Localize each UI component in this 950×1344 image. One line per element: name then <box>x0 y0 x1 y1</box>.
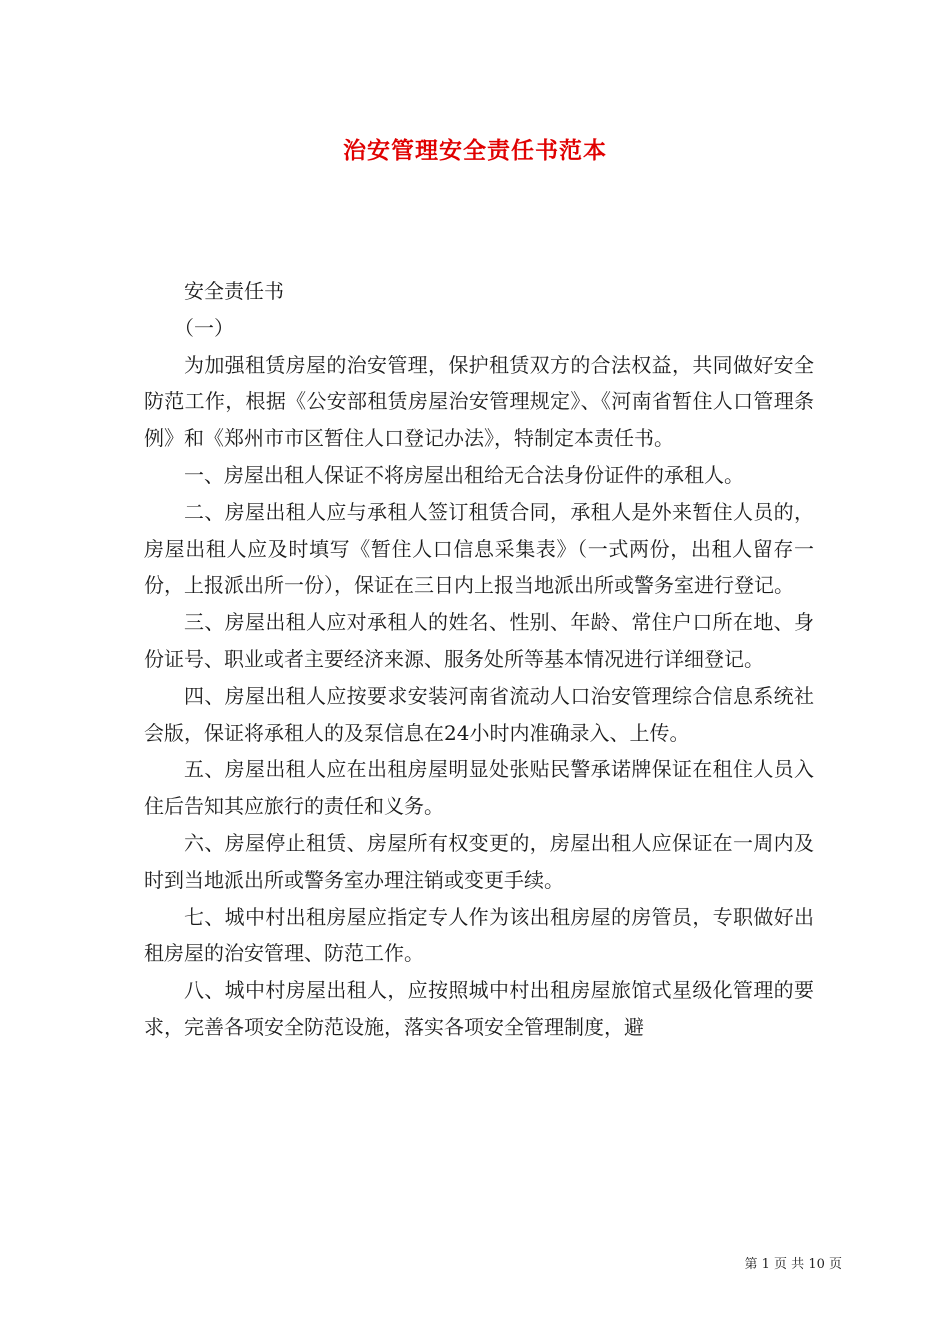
paragraph-item-2: 二、房屋出租人应与承租人签订租赁合同，承租人是外来暂住人员的，房屋出租人应及时填写《暂住人口信息采集表》（一式两份，出租人留存一份，上报派出所一份），保证在三日内上报当地派出所或警务室进行登记。 <box>144 499 814 598</box>
document-title: 治安管理安全责任书范本 <box>343 137 607 164</box>
paragraph-intro: 为加强租赁房屋的治安管理，保护租赁双方的合法权益，共同做好安全防范工作，根据《公安部租赁房屋治安管理规定》、《河南省暂住人口管理条例》和《郑州市市区暂住人口登记办法》，特制定本责任书。 <box>144 352 814 451</box>
document-body <box>144 273 814 1046</box>
paragraph-item-7: 七、城中村出租房屋应指定专人作为该出租房屋的房管员，专职做好出租房屋的治安管理、防范工作。 <box>144 904 814 966</box>
page-number: 第 1 页 共 10 页 <box>744 1257 842 1272</box>
paragraph-item-3: 三、房屋出租人应对承租人的姓名、性别、年龄、常住户口所在地、身份证号、职业或者主要经济来源、服务处所等基本情况进行详细登记。 <box>144 610 814 671</box>
paragraph-item-6: 六、房屋停止租赁、房屋所有权变更的，房屋出租人应保证在一周内及时到当地派出所或警务室办理注销或变更手续。 <box>144 830 814 892</box>
paragraph-item-5: 五、房屋出租人应在出租房屋明显处张贴民警承诺牌保证在租住人员入住后告知其应旅行的责任和义务。 <box>144 757 814 819</box>
document-subheading: 安全责任书 <box>184 279 284 303</box>
paragraph-item-4: 四、房屋出租人应按要求安装河南省流动人口治安管理综合信息系统社会版，保证将承租人的及泵信息在24小时内准确录入、上传。 <box>144 683 814 745</box>
paragraph-item-1: 一、房屋出租人保证不将房屋出租给无合法身份证件的承租人。 <box>184 462 744 487</box>
section-marker: （一） <box>174 315 234 340</box>
paragraph-item-8: 八、城中村房屋出租人，应按照城中村出租房屋旅馆式星级化管理的要求，完善各项安全防范设施，落实各项安全管理制度，避 <box>144 978 814 1039</box>
